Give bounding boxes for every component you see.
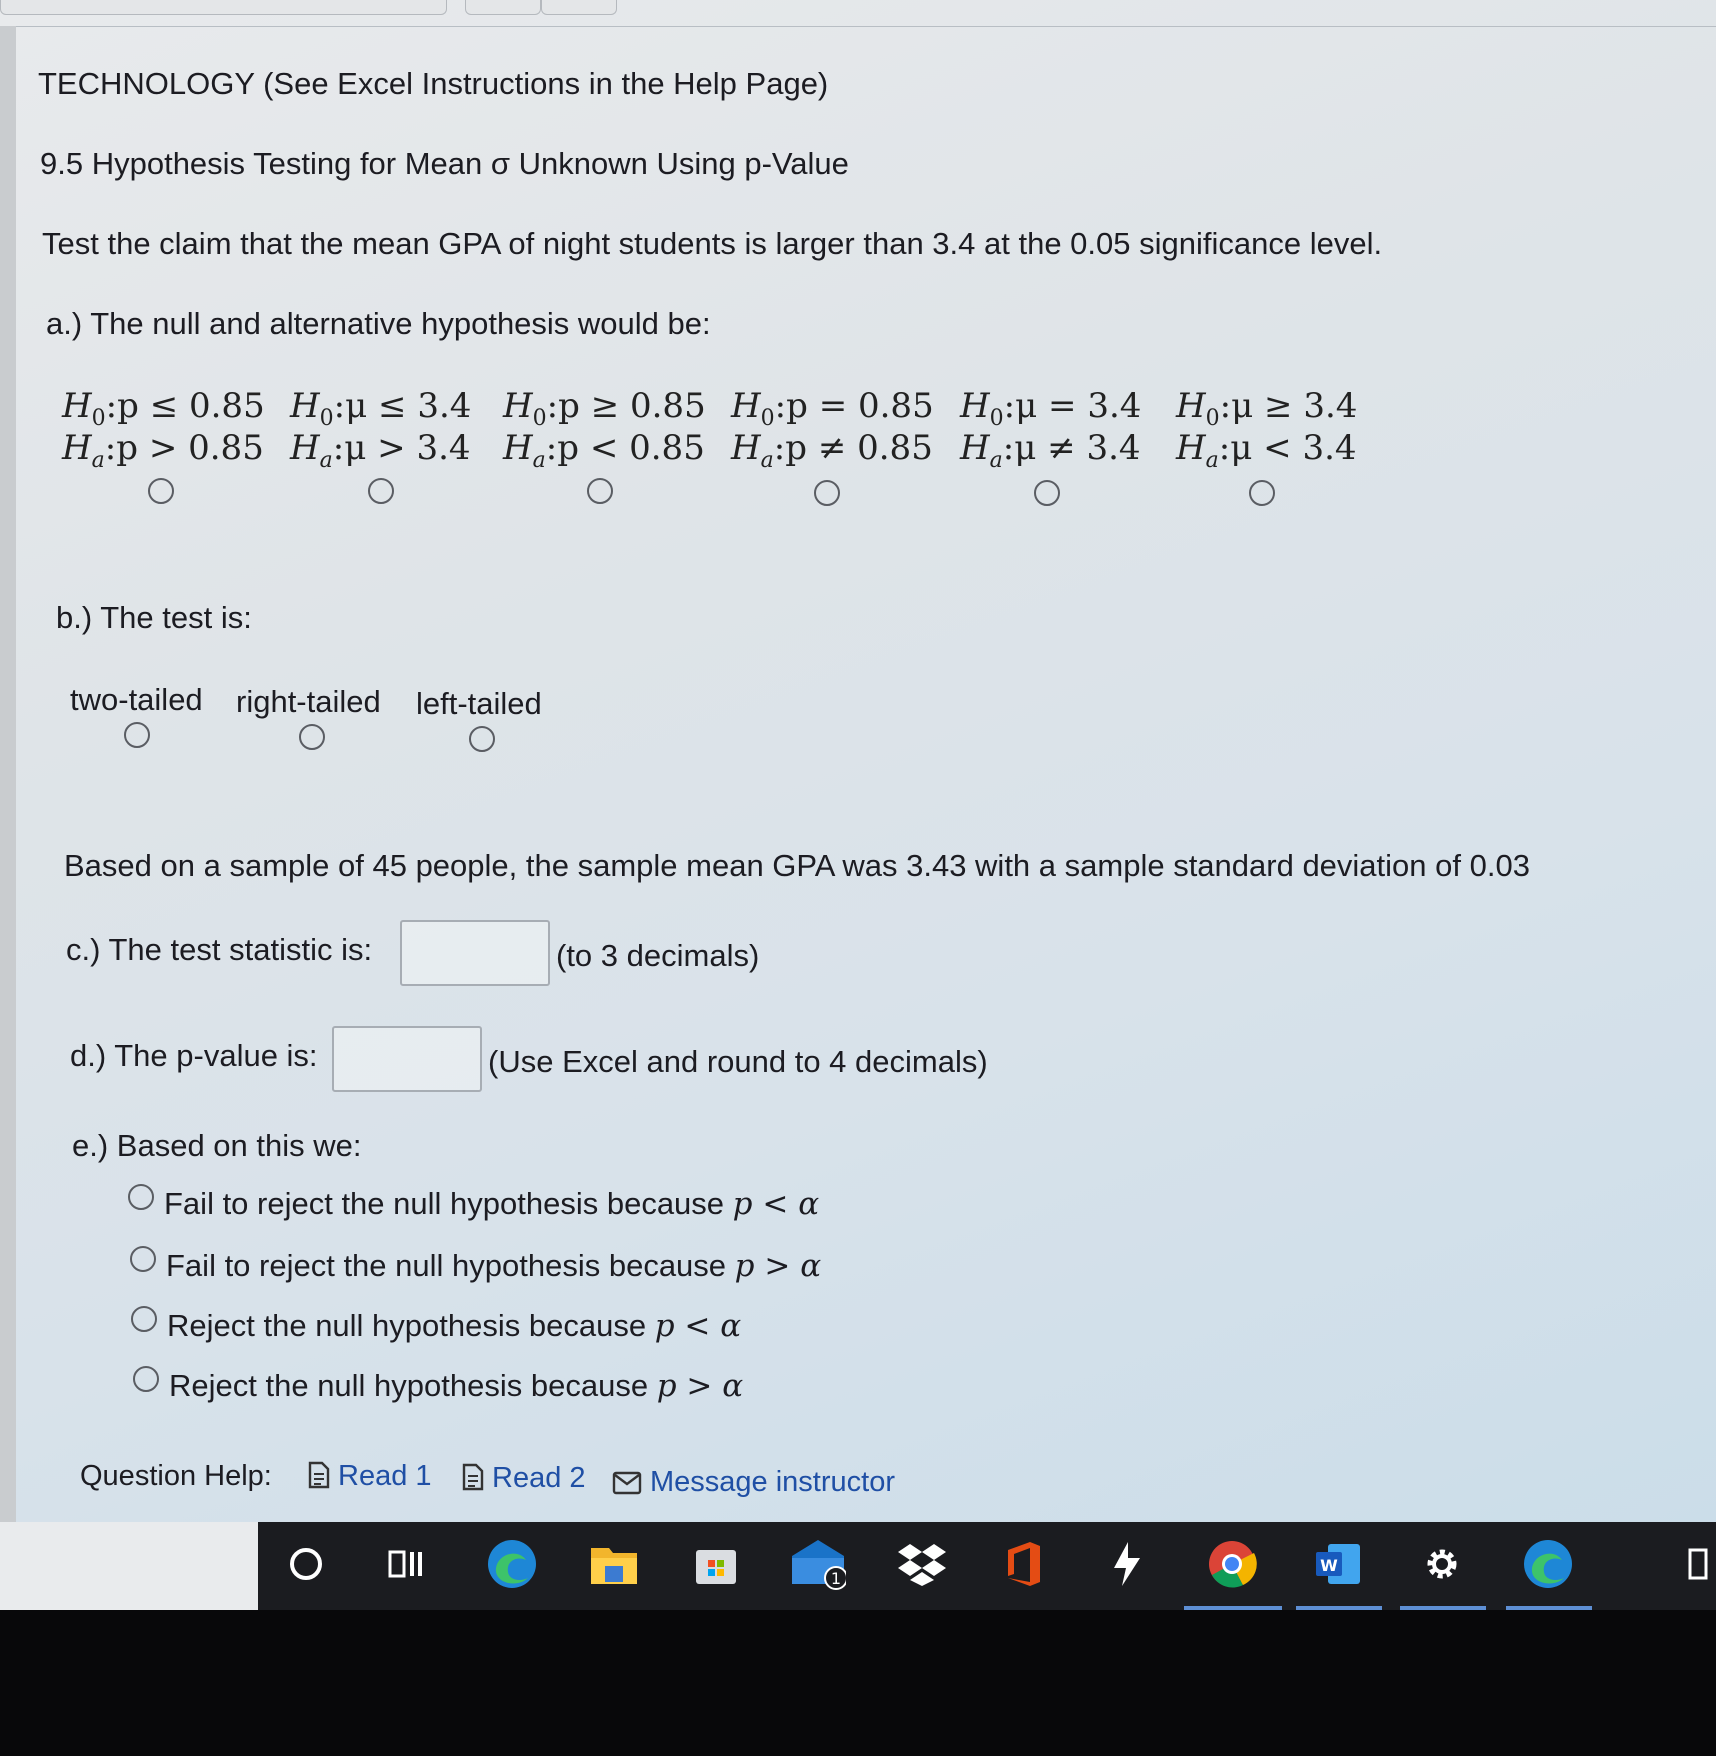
hypothesis-option-4-alt: $H_a:p \ne 0.85$: [731, 428, 933, 473]
hypothesis-option-5: $H_0:\mu = 3.4$: [960, 386, 1142, 431]
h0-relation: p ≤ 0.85: [117, 386, 265, 426]
read-2-link[interactable]: [462, 1462, 586, 1495]
conclusion-radio-2[interactable]: [130, 1246, 156, 1272]
hypothesis-option-1-alt: $H_a:p > 0.85$: [62, 428, 264, 473]
hypothesis-radio-3[interactable]: [587, 478, 613, 504]
app-icon[interactable]: [1098, 1536, 1154, 1592]
taskbar-search-box[interactable]: [0, 1522, 258, 1610]
part-e-prompt: e.) Based on this we:: [72, 1128, 362, 1163]
ha-relation: p ≠ 0.85: [785, 428, 933, 468]
edge-icon[interactable]: [1520, 1536, 1576, 1592]
document-icon: [462, 1463, 484, 1491]
hypothesis-radio-5[interactable]: [1034, 480, 1060, 506]
test-type-label-two-tailed: two-tailed: [70, 682, 203, 717]
dropbox-icon[interactable]: [894, 1536, 950, 1592]
document-icon: [308, 1461, 330, 1489]
hypothesis-radio-1[interactable]: [148, 478, 174, 504]
conclusion-condition: p < α: [732, 1186, 820, 1222]
mail-badge-count: 1: [830, 1569, 842, 1588]
read-1-link[interactable]: [308, 1460, 432, 1493]
hypothesis-option-6: $H_0:\mu \ge 3.4$: [1176, 386, 1358, 431]
envelope-icon: [612, 1471, 642, 1495]
taskbar: [0, 1522, 1716, 1610]
part-d-label: d.) The p-value is:: [70, 1038, 318, 1073]
test-type-radio-right-tailed[interactable]: [299, 724, 325, 750]
conclusion-condition: p > α: [734, 1248, 822, 1284]
browser-tab[interactable]: [0, 0, 447, 15]
conclusion-option-2: [166, 1248, 821, 1284]
hypothesis-option-3-alt: $H_a:p < 0.85$: [503, 428, 705, 473]
hypothesis-radio-2[interactable]: [368, 478, 394, 504]
hypothesis-option-1: $H_0:p \le 0.85$: [62, 386, 265, 431]
conclusion-condition: p < α: [654, 1308, 742, 1344]
task-view-icon[interactable]: [378, 1536, 434, 1592]
hypothesis-radio-4[interactable]: [814, 480, 840, 506]
h0-relation: μ ≥ 3.4: [1231, 386, 1358, 426]
ha-relation: μ < 3.4: [1230, 428, 1357, 468]
part-b-prompt: b.) The test is:: [56, 600, 252, 635]
conclusion-radio-3[interactable]: [131, 1306, 157, 1332]
test-statistic-input[interactable]: [400, 920, 550, 986]
ha-relation: μ > 3.4: [344, 428, 471, 468]
hypothesis-option-6-alt: $H_a:\mu < 3.4$: [1176, 428, 1357, 473]
word-letter: W: [1320, 1556, 1338, 1575]
test-type-label-left-tailed: left-tailed: [416, 686, 542, 721]
conclusion-radio-4[interactable]: [133, 1366, 159, 1392]
hypothesis-option-2-alt: $H_a:\mu > 3.4$: [290, 428, 471, 473]
section-title: 9.5 Hypothesis Testing for Mean σ Unknown Using p-Value: [40, 146, 849, 181]
chrome-icon[interactable]: [1204, 1536, 1260, 1592]
test-type-radio-left-tailed[interactable]: [469, 726, 495, 752]
hypothesis-option-3: $H_0:p \ge 0.85$: [503, 386, 706, 431]
h0-relation: p = 0.85: [786, 386, 934, 426]
conclusion-option-1: [164, 1186, 819, 1222]
conclusion-option-4: [169, 1368, 743, 1404]
message-instructor-link[interactable]: [612, 1466, 895, 1499]
edge-icon[interactable]: [484, 1536, 540, 1592]
hypothesis-option-4: $H_0:p = 0.85$: [731, 386, 934, 431]
p-value-input[interactable]: [332, 1026, 482, 1092]
office-icon[interactable]: [996, 1536, 1052, 1592]
conclusion-text: Reject the null hypothesis because: [167, 1308, 647, 1343]
cortana-icon[interactable]: [278, 1536, 334, 1592]
settings-icon[interactable]: [1414, 1536, 1470, 1592]
browser-tab[interactable]: [541, 0, 617, 15]
hypothesis-option-2: $H_0:\mu \le 3.4$: [290, 386, 472, 431]
conclusion-text: Reject the null hypothesis because: [169, 1368, 649, 1403]
conclusion-condition: p > α: [656, 1368, 744, 1404]
test-type-radio-two-tailed[interactable]: [124, 722, 150, 748]
ha-relation: p > 0.85: [116, 428, 264, 468]
problem-claim: Test the claim that the mean GPA of night students is larger than 3.4 at the 0.05 significance level.: [42, 226, 1383, 261]
h0-relation: p ≥ 0.85: [558, 386, 706, 426]
show-desktop-icon[interactable]: [1680, 1536, 1716, 1592]
conclusion-text: Fail to reject the null hypothesis because: [164, 1186, 725, 1221]
part-c-hint: (to 3 decimals): [556, 938, 760, 973]
part-a-prompt: a.) The null and alternative hypothesis would be:: [46, 306, 711, 341]
technology-heading: TECHNOLOGY (See Excel Instructions in the Help Page): [38, 66, 829, 101]
hypothesis-radio-6[interactable]: [1249, 480, 1275, 506]
mail-icon[interactable]: [790, 1536, 846, 1592]
part-c-label: c.) The test statistic is:: [66, 932, 373, 967]
question-help-label: Question Help:: [80, 1460, 272, 1492]
h0-relation: μ ≤ 3.4: [345, 386, 472, 426]
part-d-hint: (Use Excel and round to 4 decimals): [488, 1044, 988, 1079]
monitor-bezel: [0, 1610, 1716, 1756]
read-2-label: Read 2: [492, 1462, 586, 1494]
ha-relation: p < 0.85: [557, 428, 705, 468]
test-type-label-right-tailed: right-tailed: [236, 684, 381, 719]
sample-description: Based on a sample of 45 people, the sample mean GPA was 3.43 with a sample standard deviation of 0.03: [64, 848, 1530, 883]
h0-relation: μ = 3.4: [1015, 386, 1142, 426]
hypothesis-option-5-alt: $H_a:\mu \ne 3.4$: [960, 428, 1141, 473]
word-icon[interactable]: [1310, 1536, 1366, 1592]
browser-tab-strip: [0, 0, 1716, 27]
conclusion-radio-1[interactable]: [128, 1184, 154, 1210]
browser-tab[interactable]: [465, 0, 541, 15]
store-icon[interactable]: [688, 1536, 744, 1592]
file-explorer-icon[interactable]: [586, 1536, 642, 1592]
message-instructor-label: Message instructor: [650, 1466, 895, 1498]
conclusion-text: Fail to reject the null hypothesis because: [166, 1248, 727, 1283]
read-1-label: Read 1: [338, 1460, 432, 1492]
window-edge: [0, 26, 16, 1522]
conclusion-option-3: [167, 1308, 741, 1344]
ha-relation: μ ≠ 3.4: [1014, 428, 1141, 468]
